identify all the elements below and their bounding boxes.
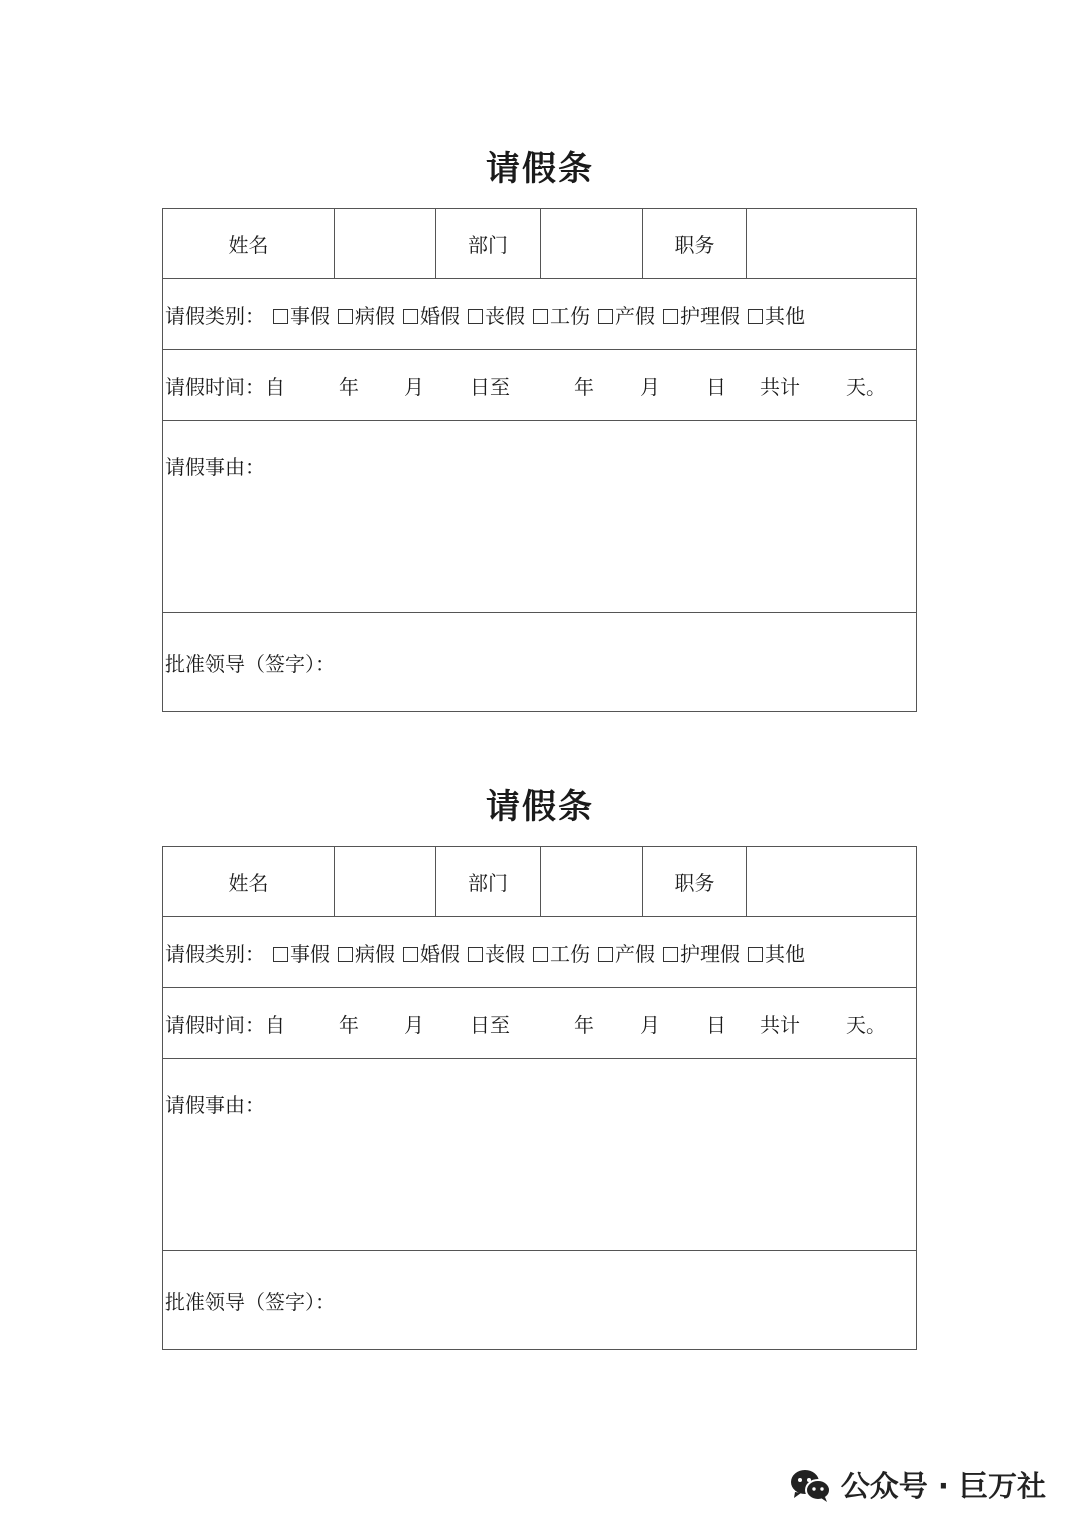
- time-day-end: 日: [706, 374, 726, 399]
- checkbox[interactable]: [403, 947, 418, 962]
- position-label: 职务: [643, 209, 747, 279]
- checkbox[interactable]: [338, 947, 353, 962]
- time-year-end: 年: [574, 374, 594, 399]
- time-month-end: 月: [640, 374, 660, 399]
- time-month-start: 月: [404, 374, 424, 399]
- leave-type-option[interactable]: [403, 300, 460, 329]
- name-field[interactable]: [335, 847, 436, 917]
- leave-type-name: 病假: [355, 941, 395, 966]
- leave-reason-row: [163, 1059, 917, 1251]
- leave-reason-cell[interactable]: [163, 421, 917, 613]
- leave-type-option[interactable]: [403, 938, 460, 967]
- time-year-end: 年: [574, 1012, 594, 1037]
- leave-type-name: 护理假: [680, 941, 740, 966]
- leave-type-cell: [163, 917, 917, 988]
- time-day-end: 日: [706, 1012, 726, 1037]
- leave-time-cell[interactable]: [163, 350, 917, 421]
- time-year-start: 年: [339, 1012, 359, 1037]
- checkbox[interactable]: [533, 947, 548, 962]
- approval-row: [163, 613, 917, 712]
- checkbox[interactable]: [663, 947, 678, 962]
- leave-form-table: [162, 846, 917, 1350]
- time-from: 自: [265, 374, 285, 399]
- leave-type-option[interactable]: [338, 300, 395, 329]
- leave-type-name: 其他: [765, 303, 805, 328]
- leave-type-name: 事假: [290, 941, 330, 966]
- leave-reason-row: [163, 421, 917, 613]
- name-label: 姓名: [163, 847, 335, 917]
- leave-reason-cell[interactable]: [163, 1059, 917, 1251]
- leave-type-option[interactable]: [273, 938, 330, 967]
- leave-type-name: 其他: [765, 941, 805, 966]
- leave-type-label: 请假类别：: [165, 941, 265, 966]
- checkbox[interactable]: [663, 309, 678, 324]
- time-month-start: 月: [404, 1012, 424, 1037]
- leave-time-cell[interactable]: [163, 988, 917, 1059]
- position-label: 职务: [643, 847, 747, 917]
- leave-time-label: 请假时间：: [165, 1012, 265, 1037]
- form-title: 请假条: [486, 149, 594, 189]
- leave-time-row: [163, 988, 917, 1059]
- checkbox[interactable]: [338, 309, 353, 324]
- leave-time-row: [163, 350, 917, 421]
- name-field[interactable]: [335, 209, 436, 279]
- position-field[interactable]: [747, 209, 917, 279]
- time-days: 天。: [846, 374, 886, 399]
- leave-form-table: [162, 208, 917, 712]
- checkbox[interactable]: [468, 309, 483, 324]
- checkbox[interactable]: [468, 947, 483, 962]
- time-total: 共计: [760, 1012, 800, 1037]
- leave-type-name: 护理假: [680, 303, 740, 328]
- checkbox[interactable]: [533, 309, 548, 324]
- leave-type-name: 工伤: [550, 941, 590, 966]
- leave-type-name: 产假: [615, 941, 655, 966]
- leave-type-name: 丧假: [485, 303, 525, 328]
- footer-brand: [789, 1464, 1046, 1505]
- leave-type-option[interactable]: [533, 300, 590, 329]
- form-title: 请假条: [486, 787, 594, 827]
- wechat-icon: [789, 1467, 831, 1503]
- leave-type-option[interactable]: [468, 300, 525, 329]
- approval-cell[interactable]: [163, 613, 917, 712]
- checkbox[interactable]: [273, 309, 288, 324]
- department-field[interactable]: [541, 209, 643, 279]
- time-days: 天。: [846, 1012, 886, 1037]
- approval-label: 批准领导（签字）：: [165, 1289, 335, 1314]
- leave-type-option[interactable]: [663, 938, 740, 967]
- leave-type-option[interactable]: [663, 300, 740, 329]
- position-field[interactable]: [747, 847, 917, 917]
- leave-reason-label: 请假事由：: [165, 1093, 265, 1117]
- department-field[interactable]: [541, 847, 643, 917]
- leave-reason-label: 请假事由：: [165, 455, 265, 479]
- info-row: [163, 209, 917, 279]
- leave-type-name: 病假: [355, 303, 395, 328]
- checkbox[interactable]: [403, 309, 418, 324]
- checkbox[interactable]: [273, 947, 288, 962]
- leave-type-option[interactable]: [748, 938, 805, 967]
- leave-type-name: 婚假: [420, 941, 460, 966]
- time-day-to: 日至: [470, 1012, 510, 1037]
- leave-time-label: 请假时间：: [165, 374, 265, 399]
- leave-type-option[interactable]: [468, 938, 525, 967]
- time-year-start: 年: [339, 374, 359, 399]
- leave-type-name: 婚假: [420, 303, 460, 328]
- leave-type-option[interactable]: [273, 300, 330, 329]
- approval-label: 批准领导（签字）：: [165, 651, 335, 676]
- checkbox[interactable]: [748, 947, 763, 962]
- time-day-to: 日至: [470, 374, 510, 399]
- approval-row: [163, 1251, 917, 1350]
- leave-type-option[interactable]: [598, 300, 655, 329]
- leave-type-option[interactable]: [533, 938, 590, 967]
- checkbox[interactable]: [748, 309, 763, 324]
- info-row: [163, 847, 917, 917]
- checkbox[interactable]: [598, 309, 613, 324]
- footer-text: 公众号 · 巨万社: [840, 1469, 1046, 1503]
- leave-type-row: [163, 279, 917, 350]
- department-label: 部门: [436, 847, 541, 917]
- time-month-end: 月: [640, 1012, 660, 1037]
- leave-type-option[interactable]: [338, 938, 395, 967]
- department-label: 部门: [436, 209, 541, 279]
- name-label: 姓名: [163, 209, 335, 279]
- leave-type-name: 丧假: [485, 941, 525, 966]
- leave-type-label: 请假类别：: [165, 303, 265, 328]
- checkbox[interactable]: [598, 947, 613, 962]
- leave-type-option[interactable]: [598, 938, 655, 967]
- leave-type-row: [163, 917, 917, 988]
- approval-cell[interactable]: [163, 1251, 917, 1350]
- leave-type-name: 事假: [290, 303, 330, 328]
- time-total: 共计: [760, 374, 800, 399]
- leave-type-name: 工伤: [550, 303, 590, 328]
- time-from: 自: [265, 1012, 285, 1037]
- leave-type-cell: [163, 279, 917, 350]
- leave-type-name: 产假: [615, 303, 655, 328]
- leave-type-option[interactable]: [748, 300, 805, 329]
